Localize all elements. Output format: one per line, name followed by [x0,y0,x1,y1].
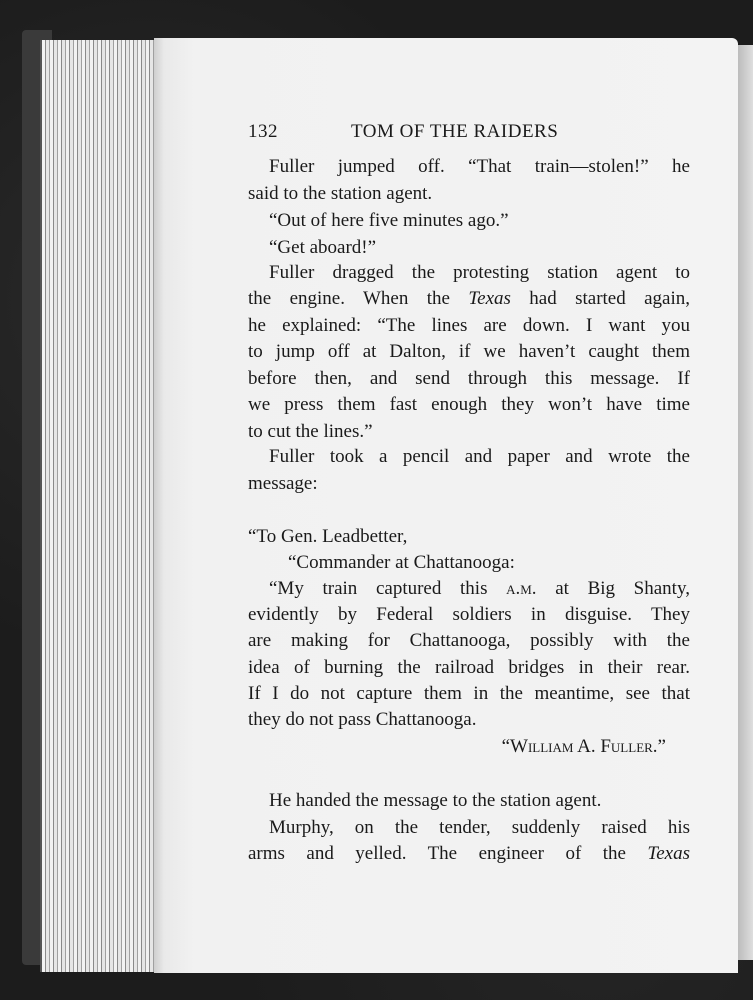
page-edges-stack [40,40,160,972]
page-number: 132 [248,121,278,142]
text-line: “Get aboard!” [269,237,377,258]
text-line: to cut the lines.” [248,421,373,442]
letter-salutation: “Commander at Chattanooga: [288,552,515,573]
text-line: to jump off at Dalton, if we haven’t caught them [248,341,690,362]
italic-ship-name: Texas [647,843,690,864]
text-line: message: [248,473,318,494]
text-line: Murphy, on the tender, suddenly raised his [269,817,690,838]
letter-line: idea of burning the railroad bridges in their rear. [248,657,690,678]
text-line: He handed the message to the station agent. [269,790,602,811]
text-line: said to the station agent. [248,183,433,204]
letter-line: they do not pass Chattanooga. [248,709,477,730]
letter-salutation: “To Gen. Leadbetter, [248,526,408,547]
letter-line: If I do not capture them in the meantime, see that [248,683,690,704]
letter-line: evidently by Federal soldiers in disguise. They [248,604,690,625]
text-line: Fuller took a pencil and paper and wrote the [269,446,690,467]
text-line: before then, and send through this message. If [248,368,690,389]
letter-line: “My train captured this a.m. at Big Shanty, [269,578,690,599]
text-line: we press them fast enough they won’t have time [248,394,690,415]
text-line: Fuller jumped off. “That train—stolen!” he [269,156,690,177]
running-title: TOM OF THE RAIDERS [351,121,559,142]
facing-page-edge [738,45,753,960]
text-line: Fuller dragged the protesting station agent to [269,262,690,283]
text-line: he explained: “The lines are down. I want you [248,315,690,336]
text-line: “Out of here five minutes ago.” [269,210,509,231]
letter-signature: “William A. Fuller.” [501,736,666,757]
italic-ship-name: Texas [468,288,511,309]
letter-line: are making for Chattanooga, possibly with the [248,630,690,651]
text-line: the engine. When the Texas had started again, [248,288,690,309]
text-line: arms and yelled. The engineer of the Texas [248,843,690,864]
